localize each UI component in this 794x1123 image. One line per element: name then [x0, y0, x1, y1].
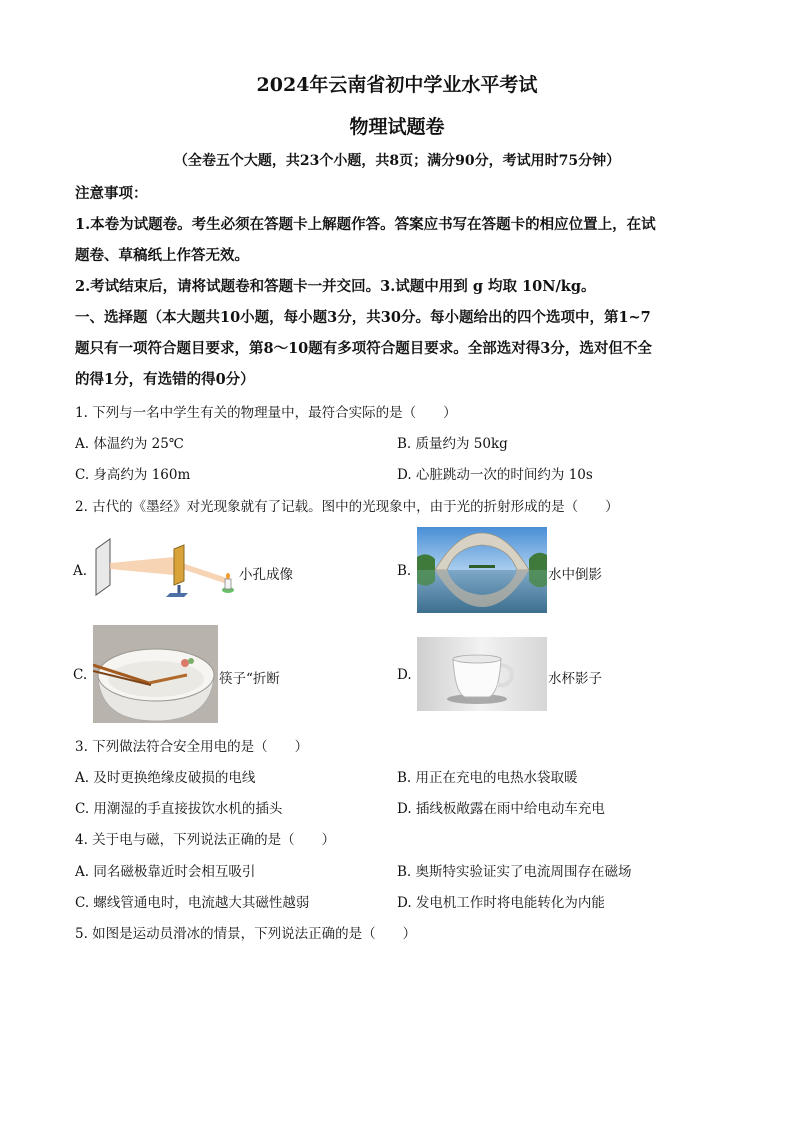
q4-option-b: B. 奥斯特实验证实了电流周围存在磁场	[397, 864, 632, 880]
q1-option-d: D. 心脏跳动一次的时间约为 10s	[397, 467, 593, 483]
section1-line1: 一、选择题（本大题共10小题，每小题3分，共30分。每小题给出的四个选项中，第1~7	[75, 309, 651, 326]
q2-caption-a: 小孔成像	[239, 567, 293, 583]
section1-line2: 题只有一项符合题目要求，第8～10题有多项符合题目要求。全部选对得3分，选对但不全	[75, 340, 652, 357]
chopsticks-bowl-photo	[93, 625, 218, 723]
cup-shadow-photo	[417, 637, 547, 711]
q4-option-d: D. 发电机工作时将电能转化为内能	[397, 895, 605, 911]
q2-caption-b: 水中倒影	[548, 567, 602, 583]
q4-option-c: C. 螺线管通电时，电流越大其磁性越弱	[75, 895, 310, 911]
q2-option-c: C.	[73, 667, 88, 683]
q2-caption-c: 筷子“折断	[219, 671, 280, 687]
q1-option-b: B. 质量约为 50kg	[397, 436, 508, 452]
question-1-stem: 1. 下列与一名中学生有关的物理量中，最符合实际的是（ ）	[75, 405, 457, 421]
q4-option-a: A. 同名磁极靠近时会相互吸引	[75, 864, 256, 880]
q3-option-d: D. 插线板敞露在雨中给电动车充电	[397, 801, 605, 817]
question-3-stem: 3. 下列做法符合安全用电的是（ ）	[75, 739, 309, 755]
q2-caption-d: 水杯影子	[548, 671, 602, 687]
notice-heading: 注意事项：	[75, 185, 148, 202]
notice-item2: 2.考试结束后，请将试题卷和答题卡一并交回。3.试题中用到 g 均取 10N/kg。	[75, 278, 596, 295]
question-4-stem: 4. 关于电与磁，下列说法正确的是（ ）	[75, 832, 336, 848]
q1-option-c: C. 身高约为 160m	[75, 467, 191, 483]
section1-line3: 的得1分，有选错的得0分）	[75, 371, 255, 388]
question-5-stem: 5. 如图是运动员滑冰的情景，下列说法正确的是（ ）	[75, 926, 417, 942]
question-2-stem: 2. 古代的《墨经》对光现象就有了记载。图中的光现象中，由于光的折射形成的是（ ）	[75, 499, 619, 515]
notice-item1-line1: 1.本卷为试题卷。考生必须在答题卡上解题作答。答案应书写在答题卡的相应位置上，在试	[75, 216, 656, 233]
q3-option-b: B. 用正在充电的电热水袋取暖	[397, 770, 578, 786]
exam-title: 2024年云南省初中学业水平考试	[256, 74, 538, 96]
q2-option-d: D.	[397, 667, 412, 683]
notice-item1-line2: 题卷、草稿纸上作答无效。	[75, 247, 249, 264]
exam-meta: （全卷五个大题，共23个小题，共8页；满分90分，考试用时75分钟）	[173, 153, 621, 169]
q2-option-a: A.	[73, 563, 88, 579]
arch-bridge-photo	[417, 527, 547, 613]
q3-option-a: A. 及时更换绝缘皮破损的电线	[75, 770, 256, 786]
exam-subtitle: 物理试题卷	[349, 116, 445, 138]
q1-option-a: A. 体温约为 25℃	[75, 436, 184, 452]
q3-option-c: C. 用潮湿的手直接拔饮水机的插头	[75, 801, 283, 817]
pinhole-imaging-figure	[90, 535, 238, 597]
q2-option-b: B.	[397, 563, 412, 579]
